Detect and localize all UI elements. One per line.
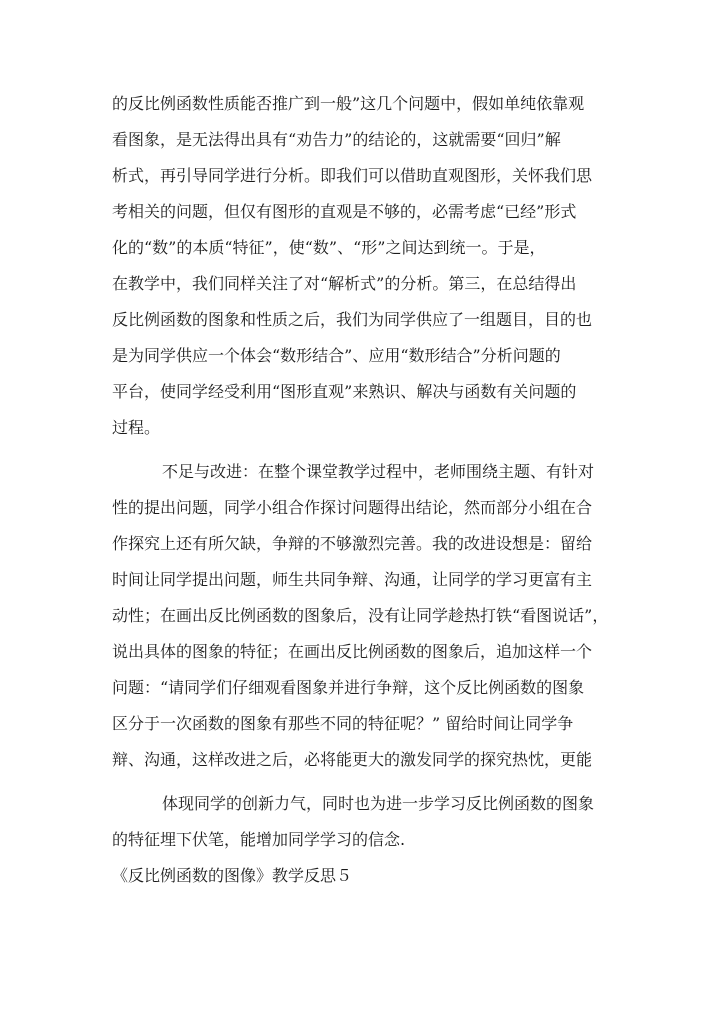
text-line: 的反比例函数性质能否推广到一般”这几个问题中，假如单纯依靠观 bbox=[112, 94, 585, 113]
text-line: 辩、沟通，这样改进之后，必将能更大的激发同学的探究热忱，更能 bbox=[112, 750, 593, 769]
text-line: 在教学中，我们同样关注了对“解析式”的分析。第三，在总结得出 bbox=[112, 274, 577, 293]
text-line: 平台，使同学经受利用“图形直观”来熟识、解决与函数有关问题的 bbox=[112, 382, 577, 401]
section-title: 《反比例函数的图像》教学反思５ bbox=[112, 866, 353, 885]
paragraph-start-line: 不足与改进：在整个课堂教学过程中，老师围绕主题、有针对 bbox=[162, 462, 595, 481]
text-line: 是为同学供应一个体会“数形结合”、应用“数形结合”分析问题的 bbox=[112, 346, 561, 365]
text-line: 时间让同学提出问题，师生共同争辩、沟通，让同学的学习更富有主 bbox=[112, 570, 593, 589]
text-line: 过程。 bbox=[112, 418, 161, 437]
paragraph-start-line: 体现同学的创新力气，同时也为进一步学习反比例函数的图象 bbox=[162, 794, 595, 813]
text-line: 化的“数”的本质“特征”，使“数”、“形”之间达到统一。于是， bbox=[112, 238, 546, 257]
text-line: 析式，再引导同学进行分析。即我们可以借助直观图形，关怀我们思 bbox=[112, 166, 593, 185]
text-line: 反比例函数的图象和性质之后，我们为同学供应了一组题目，目的也 bbox=[112, 310, 593, 329]
text-line: 作探究上还有所欠缺，争辩的不够激烈完善。我的改进设想是：留给 bbox=[112, 534, 593, 553]
text-line: 的特征埋下伏笔，能增加同学学习的信念. bbox=[112, 830, 406, 849]
text-line: 性的提出问题，同学小组合作探讨问题得出结论，然而部分小组在合 bbox=[112, 498, 593, 517]
text-line: 看图象，是无法得出具有“劝告力”的结论的，这就需要“回归”解 bbox=[112, 130, 561, 149]
text-line: 说出具体的图象的特征；在画出反比例函数的图象后，追加这样一个 bbox=[112, 642, 593, 661]
text-line: 区分于一次函数的图象有那些不同的特征呢？” 留给时间让同学争 bbox=[112, 714, 574, 733]
text-line: 考相关的问题，但仅有图形的直观是不够的，必需考虑“已经”形式 bbox=[112, 202, 577, 221]
text-line: 动性；在画出反比例函数的图象后，没有让同学趁热打铁“看图说话”， bbox=[112, 606, 609, 625]
text-line: 问题：“请同学们仔细观看图象并进行争辩，这个反比例函数的图象 bbox=[112, 678, 585, 697]
